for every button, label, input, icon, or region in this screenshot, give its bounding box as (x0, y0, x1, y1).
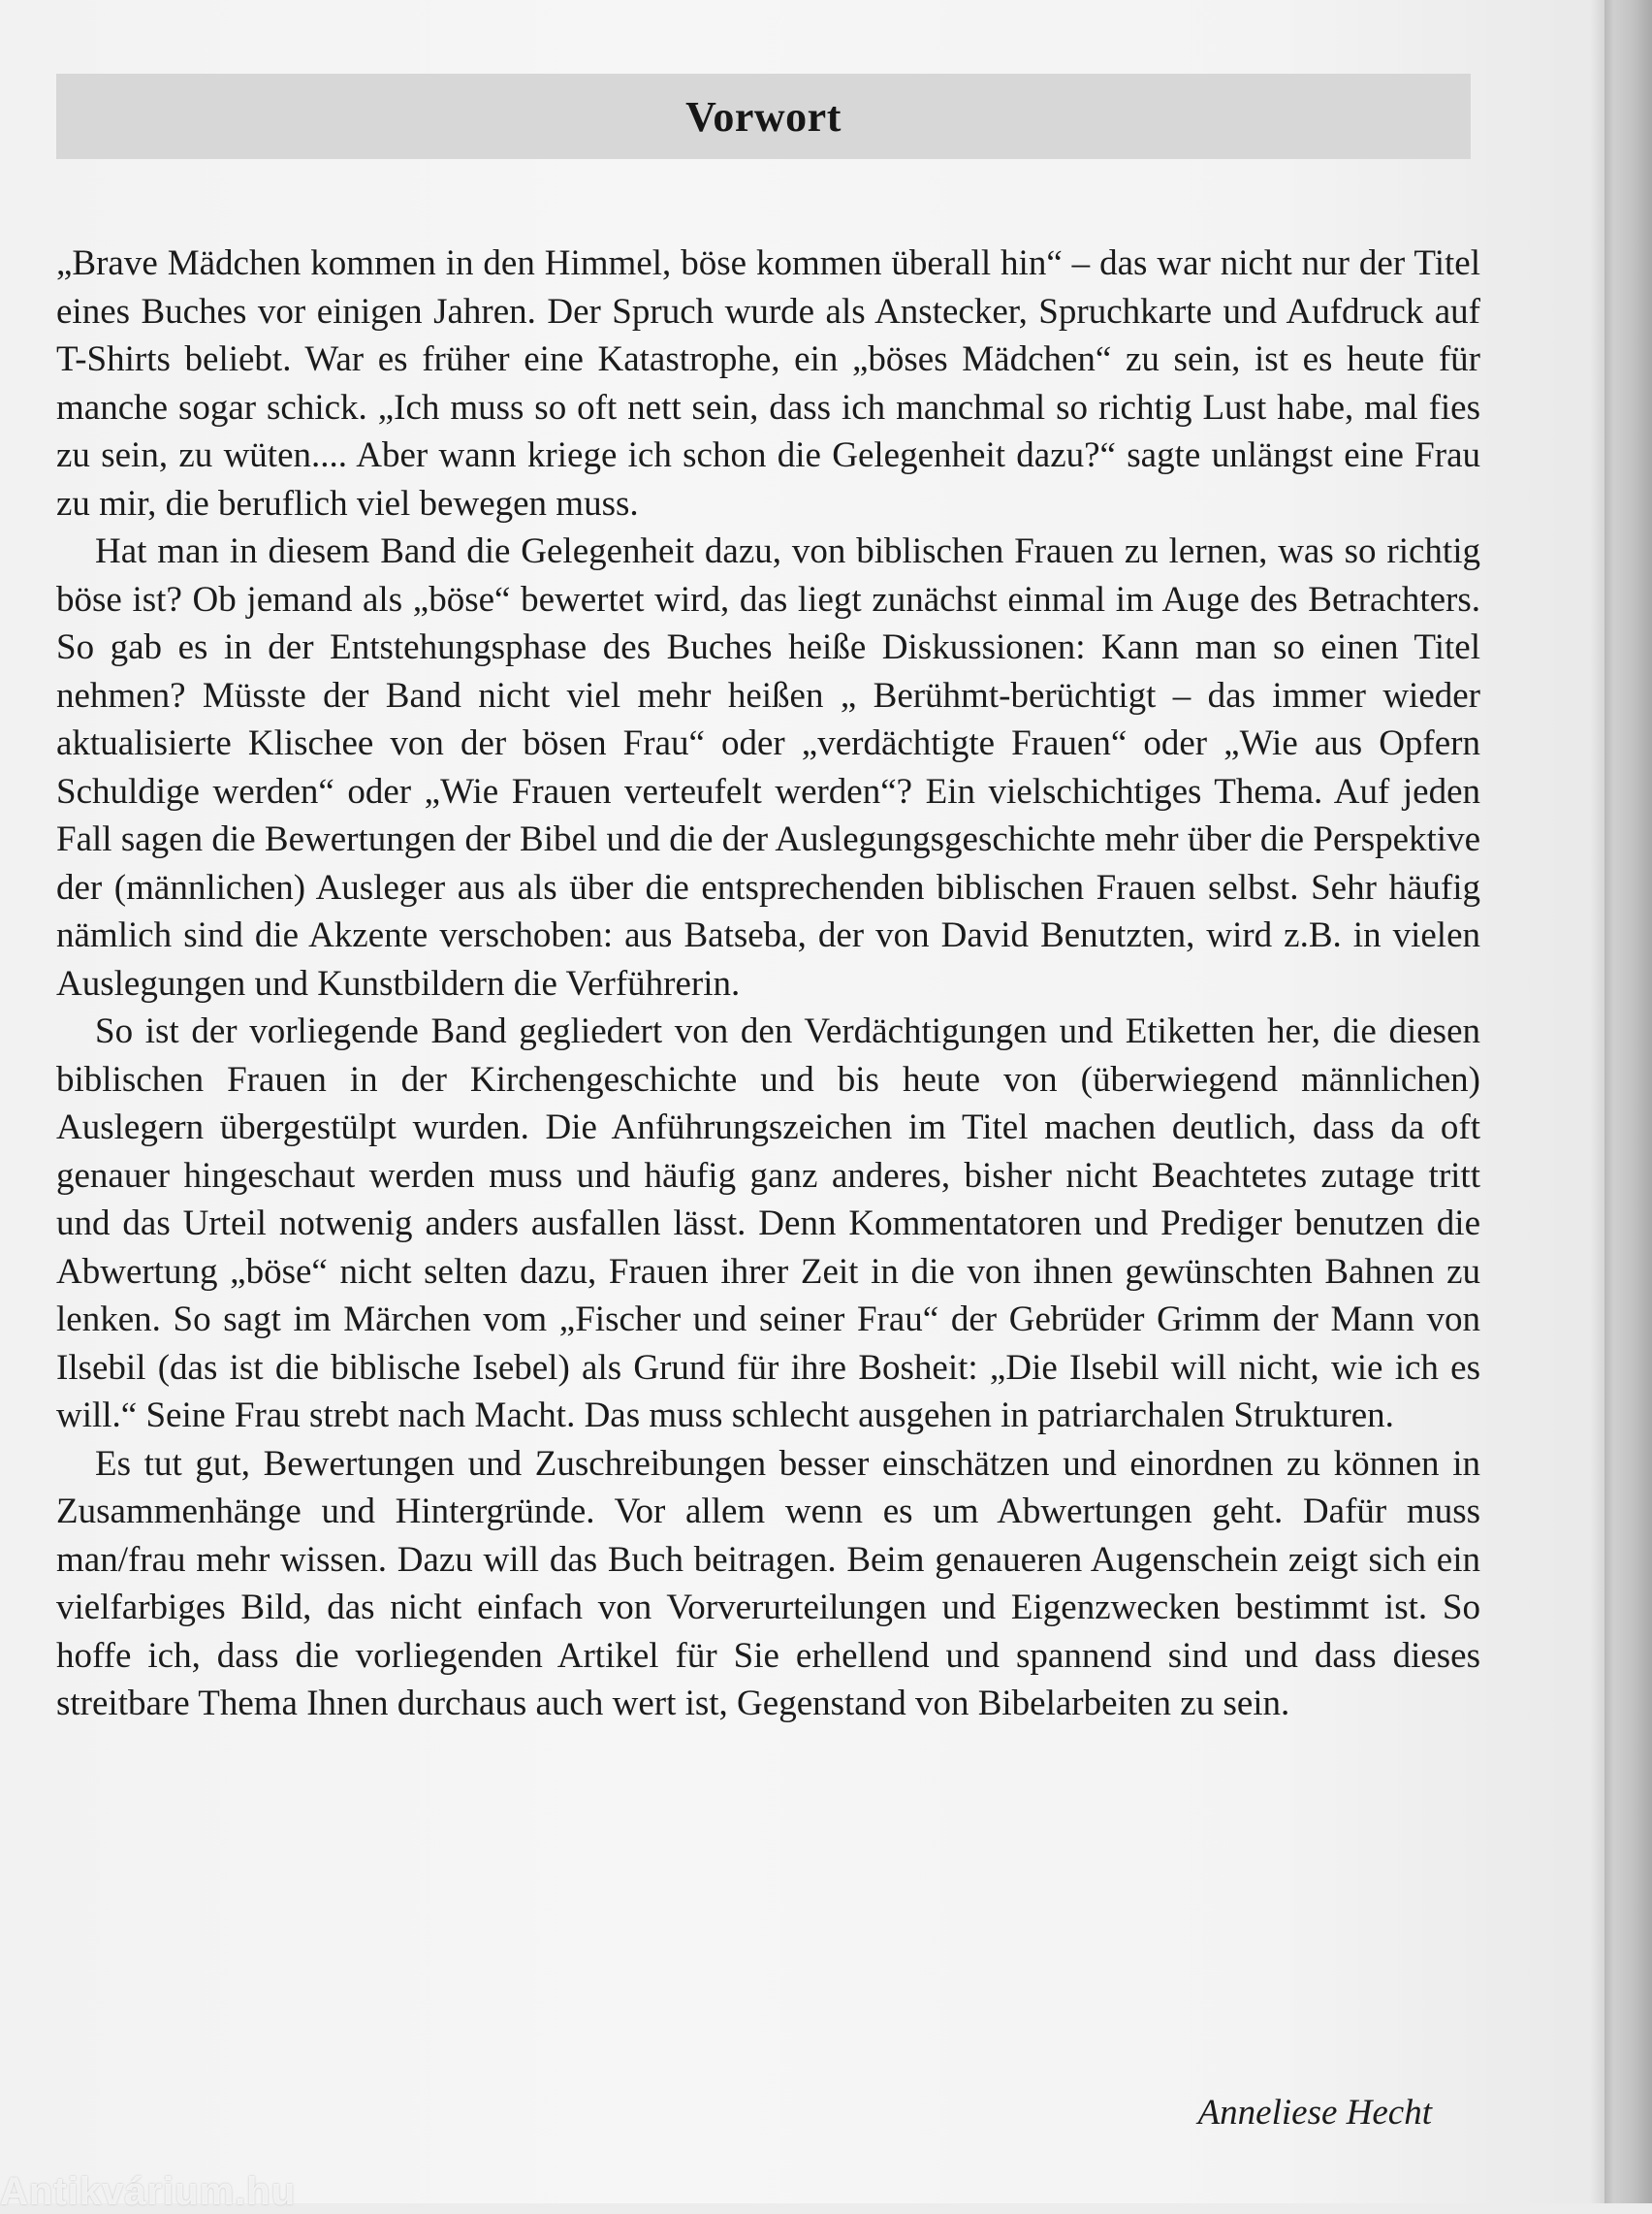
paragraph-2: Hat man in diesem Band die Gelegenheit dazu, von biblischen Frauen zu lernen, was so richtig böse ist? Ob jemand als „böse“ bewertet wird, das liegt zunächst einmal im Auge des Betrachters. So gab es in der Entstehungsphase des Buches heiße Diskussionen: Kann man so einen Titel nehmen? Müsste der Band nicht viel mehr heißen „ Berühmt-berüchtigt – das immer wieder aktualisierte Klischee von der bösen Frau“ oder „verdächtigte Frauen“ oder „Wie aus Opfern Schuldige werden“ oder „Wie Frauen verteufelt werden“? Ein vielschichtiges Thema. Auf jeden Fall sagen die Bewertungen der Bibel und die der Auslegungsgeschichte mehr über die Perspektive der (männlichen) Ausleger aus als über die entsprechenden biblischen Frauen selbst. Sehr häufig nämlich sind die Akzente verschoben: aus Batseba, der von David Benutzten, wird z.B. in vielen Auslegungen und Kunstbildern die Verführerin. (56, 531, 1480, 1004)
author-signature: Anneliese Hecht (1197, 2093, 1432, 2133)
page-edge (1604, 0, 1652, 2203)
paragraph-4: Es tut gut, Bewertungen und Zuschreibungen besser einschätzen und einordnen zu können in Zusammenhänge und Hintergründe. Vor allem wenn es um Abwertungen geht. Dafür muss man/frau mehr wissen. Dazu will das Buch beitragen. Beim genaueren Augenschein zeigt sich ein vielfarbiges Bild, das nicht einfach von Vorverurteilungen und Eigenzwecken bestimmt ist. So hoffe ich, dass die vorliegenden Artikel für Sie erhellend und spannend sind und dass dieses streitbare Thema Ihnen durchaus auch wert ist, Gegenstand von Bibelarbeiten zu sein. (56, 1443, 1480, 1723)
title-banner (56, 74, 1471, 159)
page-title: Vorwort (685, 92, 842, 141)
body-text (56, 240, 1480, 1728)
paragraph-1: „Brave Mädchen kommen in den Himmel, böse kommen überall hin“ – das war nicht nur der Titel eines Buches vor einigen Jahren. Der Spruch wurde als Anstecker, Spruchkarte und Aufdruck auf T-Shirts beliebt. War es früher eine Katastrophe, ein „böses Mädchen“ zu sein, ist es heute für manche sogar schick. „Ich muss so oft nett sein, dass ich manchmal so richtig Lust habe, mal fies zu sein, zu wüten.... Aber wann kriege ich schon die Gelegenheit dazu?“ sagte unlängst eine Frau zu mir, die beruflich viel bewegen muss. (56, 243, 1480, 524)
paragraph-3: So ist der vorliegende Band gegliedert von den Verdächtigungen und Etiketten her, die diesen biblischen Frauen in der Kirchengeschichte und bis heute von (überwiegend männlichen) Auslegern übergestülpt wurden. Die Anführungszeichen im Titel machen deutlich, dass da oft genauer hingeschaut werden muss und häufig ganz anderes, bisher nicht Beachtetes zutage tritt und das Urteil notwenig anders ausfallen lässt. Denn Kommentatoren und Prediger benutzen die Abwertung „böse“ nicht selten dazu, Frauen ihrer Zeit in die von ihnen gewünschten Bahnen zu lenken. So sagt im Märchen vom „Fischer und seiner Frau“ der Gebrüder Grimm der Mann von Ilsebil (das ist die biblische Isebel) als Grund für ihre Bosheit: „Die Ilsebil will nicht, wie ich es will.“ Seine Frau strebt nach Macht. Das muss schlecht ausgehen in patriarchalen Strukturen. (56, 1011, 1480, 1435)
watermark: Antikvárium.hu (0, 2170, 297, 2213)
